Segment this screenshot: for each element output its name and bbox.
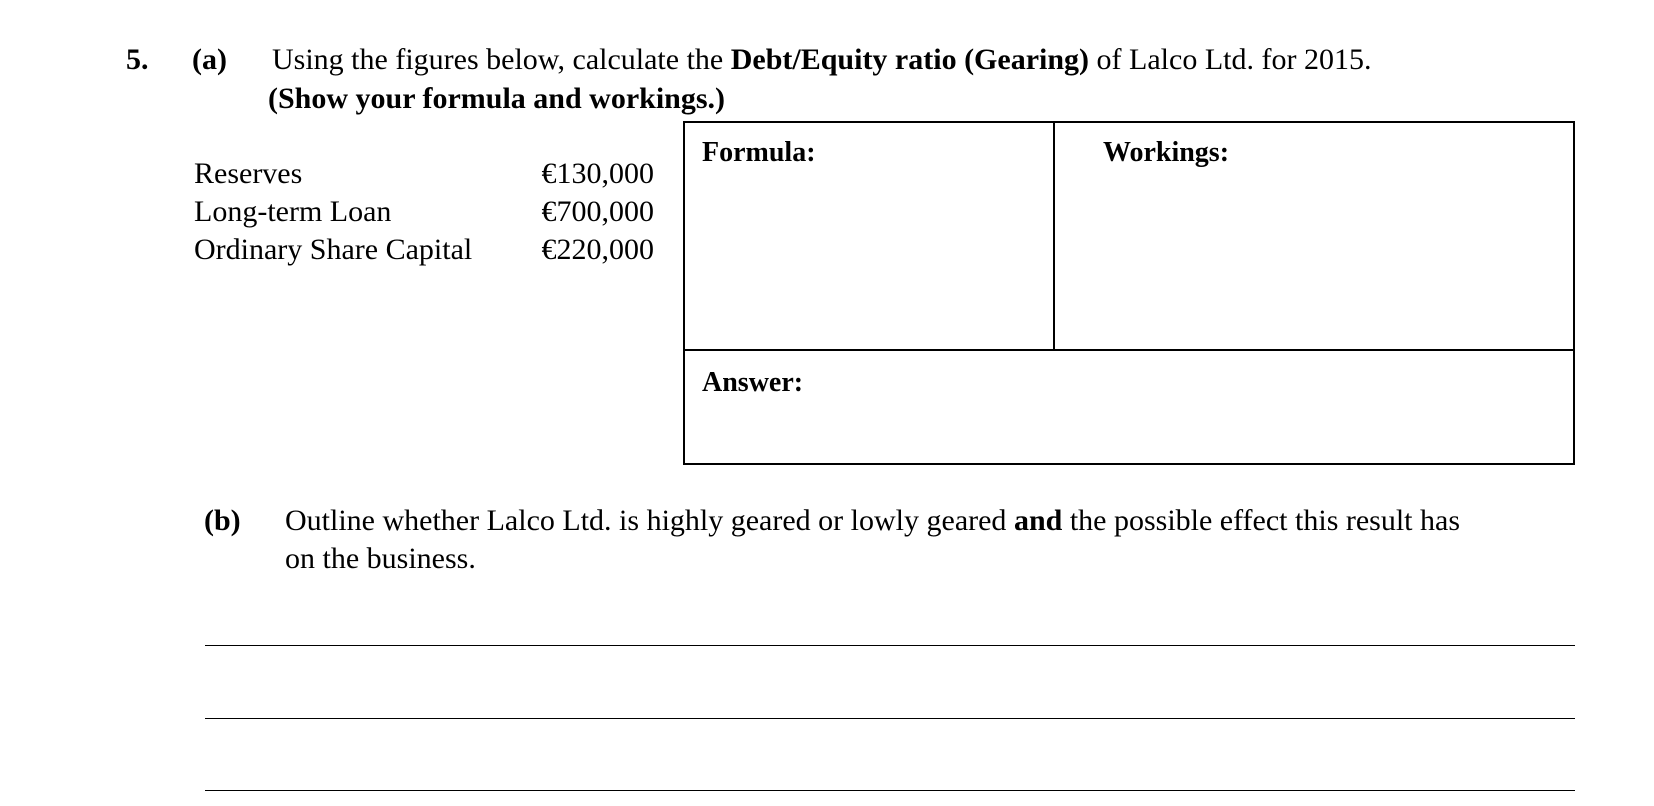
answer-label: Answer: [702,367,804,398]
part-a-question [272,42,1371,78]
part-a-text-bold: Debt/Equity ratio (Gearing) [730,43,1090,76]
figure-label: Ordinary Share Capital [194,233,473,266]
figure-label: Long-term Loan [194,195,392,228]
box-divider-vertical [1053,121,1055,351]
figure-label: Reserves [194,157,303,190]
answer-box [683,121,1575,465]
part-a-instruction: (Show your formula and workings.) [268,82,726,115]
figure-row-reserves [194,155,654,193]
workings-label: Workings: [1103,137,1230,168]
figure-value: €220,000 [541,233,654,266]
box-divider-horizontal [683,349,1575,351]
part-b-question [285,503,1460,539]
part-b-text-after: the possible effect this result has [1062,504,1461,537]
figure-value: €700,000 [541,195,654,228]
figure-row-long-term-loan [194,193,654,231]
formula-label: Formula: [702,137,816,168]
part-a-text-after: of Lalco Ltd. for 2015. [1089,43,1372,76]
writing-line [205,645,1575,646]
writing-line [205,790,1575,791]
figure-row-ordinary-share-capital [194,231,654,269]
question-number: 5. [126,43,149,76]
figure-value: €130,000 [541,157,654,190]
part-a-text-before: Using the figures below, calculate the [272,43,731,76]
part-a-label: (a) [192,43,227,76]
part-b-label: (b) [204,504,241,537]
part-b-text-before: Outline whether Lalco Ltd. is highly geared or lowly geared [285,504,1014,537]
part-b-question-line2: on the business. [285,542,476,575]
part-b-text-bold: and [1013,504,1063,537]
writing-line [205,718,1575,719]
